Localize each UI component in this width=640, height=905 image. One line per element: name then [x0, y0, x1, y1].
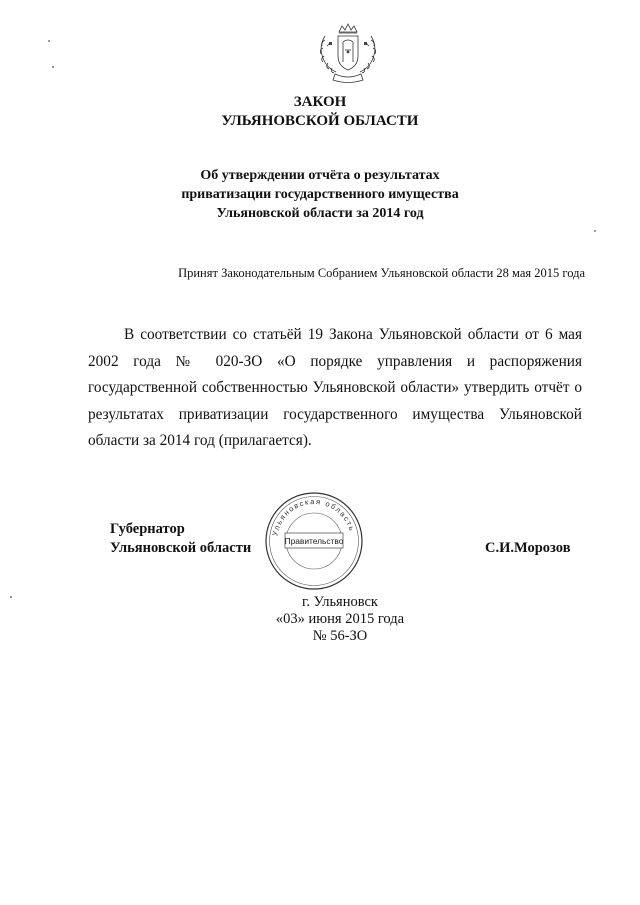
subtitle-line1: Об утверждении отчёта о результатах	[200, 168, 440, 183]
law-body-paragraph: В соответствии со статьёй 19 Закона Ульяновской области от 6 мая 2002 года № 020-ЗО «О порядке управления и распоряжения государственной собственностью Ульяновской области» утвердить отчёт о результатах приватизации государственного имущества Ульяновской области за 2014 год (прилагается).	[88, 326, 582, 449]
scan-speck	[594, 230, 596, 232]
footer-number: № 56-ЗО	[312, 628, 368, 644]
scan-speck	[10, 596, 12, 598]
law-title-line1: ЗАКОН	[293, 94, 347, 110]
scan-speck	[52, 66, 54, 68]
law-footer	[240, 594, 440, 645]
seal-center-text: Правительство	[284, 536, 344, 546]
law-title-line2: УЛЬЯНОВСКОЙ ОБЛАСТИ	[221, 113, 419, 129]
signatory-position-line1: Губернатор	[110, 521, 185, 537]
signatory-position	[110, 520, 251, 558]
law-title	[0, 93, 640, 131]
signatory-name: С.И.Морозов	[485, 540, 571, 556]
subtitle-line2: приватизации государственного имущества	[181, 187, 459, 202]
signatory-position-line2: Ульяновской области	[110, 540, 252, 556]
subtitle-line3: Ульяновской области за 2014 год	[216, 206, 424, 221]
footer-city: г. Ульяновск	[302, 594, 378, 610]
adopted-note: Принят Законодательным Собранием Ульяновской области 28 мая 2015 года	[178, 266, 585, 280]
seal-ring-text: Ульяновская область	[270, 496, 357, 537]
scan-speck	[48, 40, 50, 42]
official-seal	[263, 490, 365, 592]
footer-date: «03» июня 2015 года	[275, 611, 405, 627]
law-subtitle	[0, 166, 640, 223]
coat-of-arms-icon	[313, 22, 383, 86]
